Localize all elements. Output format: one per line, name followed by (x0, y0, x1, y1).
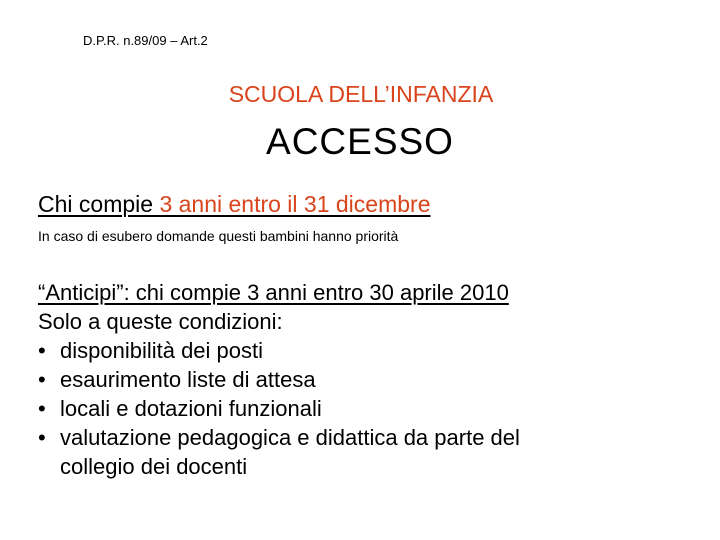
condition-text: esaurimento liste di attesa (60, 367, 316, 392)
access-rule-highlight: 3 anni entro il 31 dicembre (159, 191, 431, 217)
conditions-list (38, 336, 698, 481)
condition-text-continuation: collegio dei docenti (60, 454, 248, 479)
condition-text: valutazione pedagogica e didattica da parte del (60, 425, 520, 450)
access-rule (38, 190, 431, 218)
list-item (38, 365, 698, 394)
slide-subtitle: SCUOLA DELL’INFANZIA (228, 81, 494, 107)
condition-text: disponibilità dei posti (60, 338, 264, 363)
legal-reference: D.P.R. n.89/09 – Art.2 (83, 33, 208, 48)
bullet-icon: • (38, 367, 46, 392)
slide-title: ACCESSO (266, 121, 454, 162)
access-rule-prefix: Chi compie (38, 191, 160, 217)
bullet-icon: • (38, 425, 46, 450)
list-item (38, 394, 698, 423)
bullet-icon: • (38, 396, 46, 421)
anticipi-section (38, 278, 698, 481)
list-item (38, 423, 698, 481)
condition-text: locali e dotazioni funzionali (60, 396, 322, 421)
bullet-icon: • (38, 338, 46, 363)
anticipi-heading: “Anticipi”: chi compie 3 anni entro 30 aprile 2010 (38, 280, 509, 305)
conditions-intro: Solo a queste condizioni: (38, 309, 283, 334)
priority-note: In caso di esubero domande questi bambini hanno priorità (38, 228, 399, 244)
list-item (38, 336, 698, 365)
